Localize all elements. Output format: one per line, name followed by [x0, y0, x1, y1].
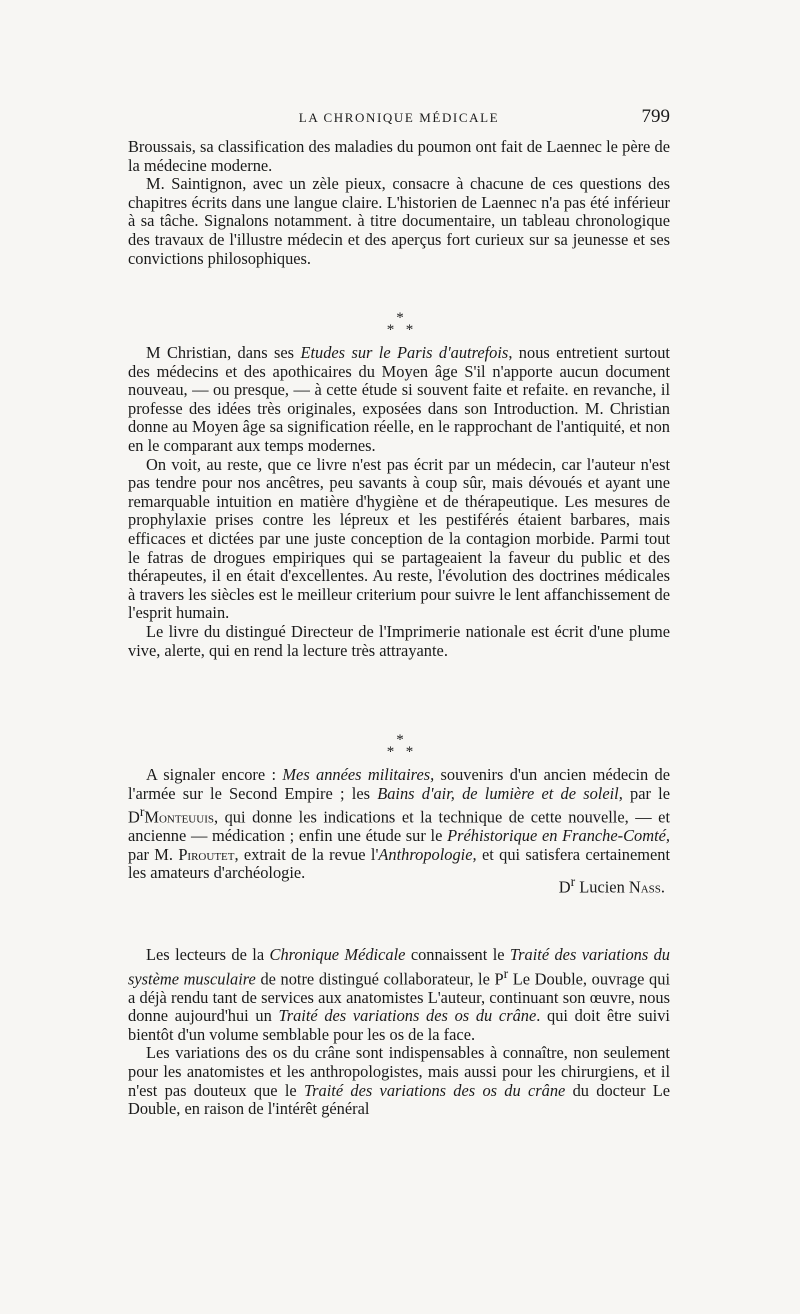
paragraph: Les lecteurs de la Chronique Médicale connaissent le Traité des variations du système musculaire de notre distingué collaborateur, le $P^r$ Le Double, ouvrage qui a déjà rendu tant de services aux anatomistes L'auteur, continuant son œuvre, nous donne aujourd'hui un Traité des variations des os du crâne. qui doit être suivi bientôt d'un volume semblable pour les os de la face. — [128, 945, 670, 1044]
page-number: 799 — [641, 106, 670, 127]
running-title: LA CHRONIQUE MÉDICALE — [298, 110, 500, 125]
section-other-books — [128, 766, 670, 883]
book-title: Anthropologie, — [378, 844, 477, 864]
paragraph: M Christian, dans ses Etudes sur le Paris d'autrefois, nous entretient surtout des médecins et des apothicaires du Moyen âge S'il n'apporte aucun document nouveau, — ou presque, — à cette étude si souvent faite et refaite. en revanche, il professe des idées très originales, exposées dans son Introduction. M. Christian donne au Moyen âge sa signification réelle, en le rapprochant de l'antiquité, et non en le comparant aux temps modernes. — [128, 343, 670, 455]
book-title: Traité des variations du système musculaire — [128, 945, 670, 989]
paragraph: Les variations des os du crâne sont indispensables à connaître, non seulement pour les anatomistes et les anthropologistes, mais aussi pour les chirurgiens, et il n'est pas douteux que le Traité des variations des os du crâne du docteur Le Double, en raison de l'intérêt général — [128, 1043, 671, 1119]
section-christian — [128, 344, 670, 660]
section-laennec — [128, 138, 670, 268]
star-symbol: * — [386, 322, 395, 338]
paragraph: M. Saintignon, avec un zèle pieux, consacre à chacune de ces questions des chapitres écrits dans une langue claire. L'historien de Laennec n'a pas été inférieur à sa tâche. Signalons notamment. à titre documentaire, un tableau chronologique des travaux de l'illustre médecin et des aperçus fort curieux sur sa jeunesse et ses convictions philosophiques. — [128, 174, 670, 268]
star-symbol: * — [386, 744, 395, 760]
star-symbol: * — [405, 322, 414, 338]
star-symbol: * — [396, 732, 404, 748]
author-name: Monteuuis — [144, 807, 214, 827]
book-title: Bains d'air, de lumière et de soleil, — [377, 783, 623, 803]
section-separator — [0, 734, 800, 758]
paragraph: On voit, au reste, que ce livre n'est pas écrit par un médecin, car l'auteur n'est pas tendre pour nos ancêtres, peu savants à coup sûr, mais dévoués et ayant une remarquable intuition en matière d'hygiène et de thérapeutique. Les mesures de prophylaxie prises contre les lépreux et les pestiférés étaient barbares, mais efficaces et dictées par une juste conception de la contagion morbide. Parmi tout le fatras de drogues empiriques qui se partageaient la faveur du public et des thérapeutes, il en était d'excellentes. Au reste, l'évolution des doctrines médicales à travers les siècles est le meilleur criterium pour suivre le lent affanchissement de l'esprit humain. — [128, 454, 670, 623]
book-title: Mes années militaires, — [282, 765, 435, 784]
star-symbol: * — [396, 310, 404, 326]
section-le-double — [128, 946, 670, 1119]
book-title: Chronique Médicale — [269, 945, 406, 964]
paragraph: Le livre du distingué Directeur de l'Imprimerie nationale est écrit d'une plume vive, alerte, qui en rend la lecture très attrayante. — [128, 621, 670, 660]
book-title: Préhistorique en Franche-Comté, — [447, 826, 670, 846]
book-title: Traité des variations des os du crâne — [303, 1080, 566, 1100]
paragraph: Broussais, sa classification des maladies du poumon ont fait de Laennec le père de la médecine moderne. — [128, 137, 670, 175]
page-header — [128, 106, 670, 132]
section-separator — [0, 312, 800, 336]
author-name: Piroutet — [178, 844, 235, 864]
signature: $D^r$ Lucien Nass. — [558, 874, 665, 897]
star-symbol: * — [405, 744, 414, 760]
paragraph: A signaler encore : Mes années militaires, souvenirs d'un ancien médecin de l'armée sur le Second Empire ; les Bains d'air, de lumière et de soleil, par le $D^rMonteuuis$, qui donne les indications et la technique de cette nouvelle, — et ancienne — médication ; enfin une étude sur le Préhistorique en Franche-Comté, par M. Piroutet, extrait de la revue l'Anthropologie, et qui satisfera certainement les amateurs d'archéologie. — [128, 765, 671, 883]
book-title: Traité des variations des os du crâne — [278, 1006, 537, 1026]
book-title: Etudes sur le Paris d'autrefois — [300, 343, 509, 362]
